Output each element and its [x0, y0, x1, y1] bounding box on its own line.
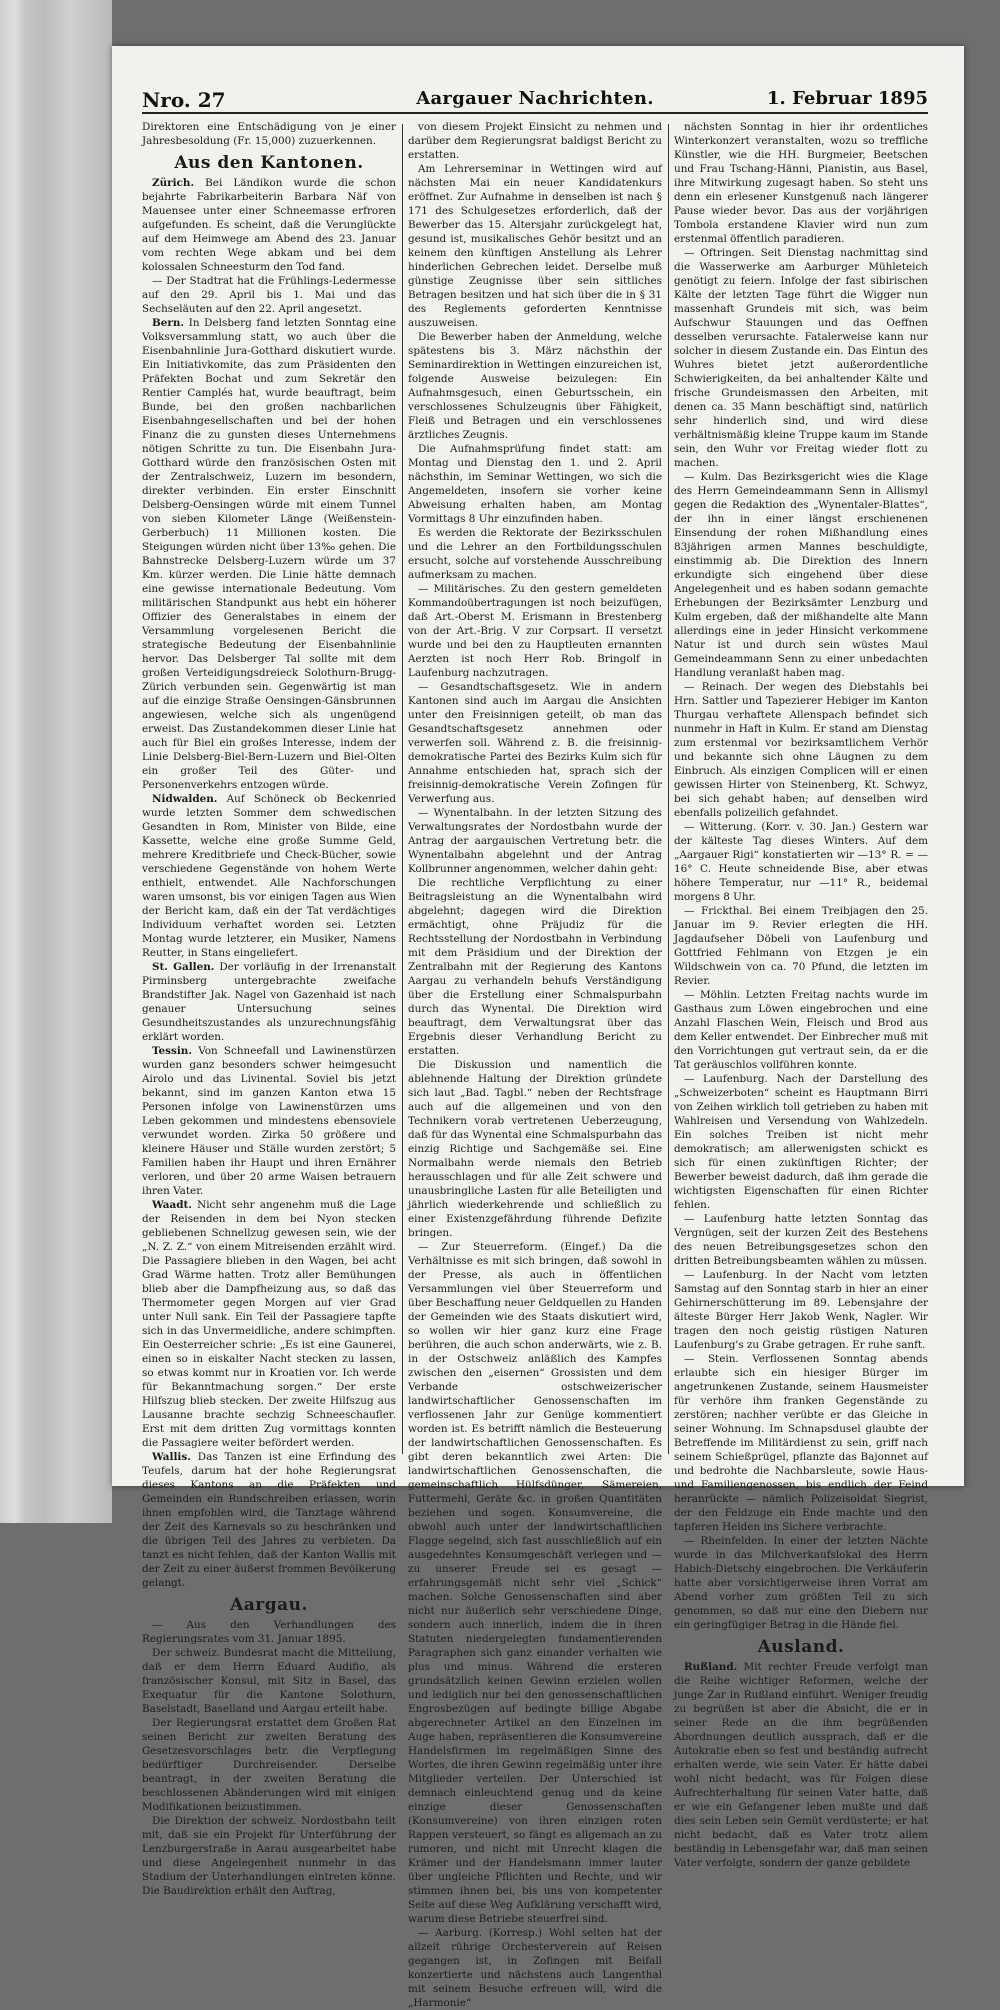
- article-paragraph: — Aarburg. (Korresp.) Wohl selten hat der allzeit rührige Orchesterverein auf Reisen gegangen ist, in Zofingen mit Beifall konzertierte und nächstens auch Langenthal mit seinem Besuche erfreuen will, wird die „Harmonie“: [408, 1927, 662, 2009]
- article-paragraph: Die Aufnahmsprüfung findet statt: am Montag und Dienstag den 1. und 2. April nächsthin, im Seminar Wettingen, wo sich die Angemeldeten, insofern sie vorher keine Abweisung erhalten haben, am Montag Vormittags 8 Uhr einzufinden haben.: [408, 443, 662, 525]
- article-paragraph: — Laufenburg. Nach der Darstellung des „Schweizerboten“ scheint es Hauptmann Birri von Zeihen wirklich toll getrieben zu haben mit Wahlreisen und Versendung von Wahlzedeln. Ein solches Treiben ist nicht mehr demokratisch; am allerwenigsten schickt es sich für einen zukünftigen Richter; der Bewerber beweist dadurch, daß ihm gerade die wichtigsten Eigenschaften für einen Richter fehlen.: [674, 1073, 928, 1211]
- column-3-articles: [674, 120, 928, 1632]
- section-heading-ausland: Ausland.: [757, 1637, 845, 1657]
- place-label: Bern.: [152, 317, 185, 329]
- columns: [142, 120, 928, 2009]
- section-heading-aargau: Aargau.: [230, 1595, 308, 1615]
- column-3: [674, 120, 928, 1869]
- article-text: Auf Schöneck ob Beckenried wurde letzten Sommer dem schwedischen Gesandten in Rom, Minister von Bilde, eine Kassette, welche eine große Summe Geld, mehrere Kreditbriefe und Check-Bücher, sowie verschiedene Gegenstände von hohem Werte enthielt, entwendet. Alle Nachforschungen waren umsonst, bis vor einigen Tagen aus Wien der Bericht kam, daß ein der Tat verdächtiges Individuum verhaftet worden sei. Letzten Montag wurde letzterer, ein Musiker, Namens Reutter, in Stans eingeliefert.: [142, 793, 396, 959]
- article-paragraph: Die Direktion der schweiz. Nordostbahn teilt mit, daß sie ein Projekt für Unterführung der Lenzburgerstraße in Aarau ausgearbeitet habe und diese Angelegenheit nunmehr in das Stadium der Unterhandlungen eintreten könne. Die Baudirektion erhält den Auftrag,: [142, 1815, 396, 1897]
- issue-date: 1. Februar 1895: [767, 88, 928, 109]
- article-paragraph: [142, 176, 396, 274]
- article-paragraph: Die Diskussion und namentlich die ablehnende Haltung der Direktion gründete sich laut „Bad. Tagbl.“ neben der Rechtsfrage auch auf die allgemeinen und von den Technikern vorab vertretenen Ueberzeugung, daß für das Wynental eine Schmalspurbahn das einzig Richtige und Sachgemäße sei. Eine Normalbahn werde niemals den Betrieb herausschlagen und für alle Zeit schwere und unausbringliche Lasten für alle Beteiligten und jährlich wiederkehrende und schließlich zu einer Existenzgefährdung führende Defizite bringen.: [408, 1059, 662, 1239]
- article-paragraph: nächsten Sonntag in hier ihr ordentliches Winterkonzert veranstalten, wozu so treffliche Künstler, wie die HH. Burgmeier, Beetschen und Frau Tschang-Hänni, Pianistin, aus Basel, ihre Mitwirkung zugesagt haben. So steht uns denn ein erlesener Kunstgenuß nach längerer Pause wieder bevor. Das aus der vorjährigen Tombola erstandene Klavier wird nun zum erstenmal öffentlich paradieren.: [674, 121, 928, 245]
- article-text: Von Schneefall und Lawinenstürzen wurden ganz besonders schwer heimgesucht Airolo und das Livinental. Soviel bis jetzt bekannt, sind im ganzen Kanton etwa 15 Personen infolge von Lawinenstürzen ums Leben gekommen und mindestens ebensoviele verwundet worden. Zirka 50 größere und kleinere Häuser und Ställe wurden zerstört; 5 Familien haben ihr Haupt und ihren Ernährer verloren, und über 20 arme Waisen betrauern ihren Vater.: [142, 1045, 396, 1197]
- article-paragraph: — Oftringen. Seit Dienstag nachmittag sind die Wasserwerke am Aarburger Mühleteich genötigt zu feiern. Infolge der fast sibirischen Kälte der letzten Tage führt die Wigger nun massenhaft Grundeis mit sich, was beim Aufschwur Stauungen und das Oeffnen desselben verursachte. Fatalerweise kann nur solcher in diesem Zustande ein. Das Eintun des Wuhres bietet jetzt außerordentliche Schwierigkeiten, da bei anhaltender Kälte und frische Grundeismassen den Arbeiten, mit denen ca. 35 Mann beschäftigt sind, natürlich sehr hinderlich sind, und wird diese verhältnismäßig kleine Truppe kaum im Stande sein, den Wuhr vor Freitag wieder flott zu machen.: [674, 247, 928, 469]
- article-paragraph: [142, 316, 396, 792]
- place-label: Nidwalden.: [152, 793, 218, 805]
- article-paragraph: — Militärisches. Zu den gestern gemeldeten Kommandoübertragungen ist noch beizufügen, daß Art.-Oberst M. Erismann in Brestenberg von der Art.-Brig. V zur Corpsart. II versetzt wurde und bei den zu Hauptleuten ernannten Aerzten ist noch Herr Rob. Bringolf in Laufenburg nachzutragen.: [408, 583, 662, 679]
- column-rule: [668, 124, 669, 1454]
- issue-number: Nro. 27: [142, 88, 226, 112]
- column-rule: [402, 124, 403, 1454]
- article-paragraph: Die rechtliche Verpflichtung zu einer Beitragsleistung an die Wynentalbahn wird abgelehnt; dagegen wird die Direktion ermächtigt, ohne Präjudiz für die Rechtsstellung der Nordostbahn in Verbindung mit dem Präsidium und der Direktion der Zentralbahn mit der Regierung des Kantons Aargau zu verhandeln behufs Verständigung über die Erstellung einer Schmalspurbahn durch das Wynental. Die Direktion wird beauftragt, dem Verwaltungsrat über das Ergebnis dieser Verhandlung Bericht zu erstatten.: [408, 877, 662, 1057]
- place-label: Zürich.: [152, 177, 195, 189]
- article-paragraph: — Zur Steuerreform. (Eingef.) Da die Verhältnisse es mit sich bringen, daß sowohl in der Presse, als auch in öffentlichen Versammlungen viel über Steuerreform und über Beschaffung neuer Geldquellen zu Handen der Gemeinden wie des Staats diskutiert wird, so wollen wir hier ganz kurz eine Frage berühren, die auch schon anderwärts, wie z. B. in der Ostschweiz anläßlich des Kampfes zwischen den „eisernen“ Grossisten und dem Verbande ostschweizerischer landwirtschaftlicher Genossenschaften im verflossenen Jahr zur Genüge kommentiert worden ist. Es betrifft nämlich die Besteuerung der landwirtschaftlichen Genossenschaften. Es gibt deren bekanntlich zwei Arten: Die landwirtschaftlichen Genossenschaften, die gemeinschaftlich Hülfsdünger, Sämereien, Futtermehl, Geräte &c. in großen Quantitäten beziehen und sogen. Konsumvereine, die obwohl auch unter der landwirtschaftlichen Flagge segelnd, sich fast ausschließlich auf ein ausgedehntes Konsumgeschäft verlegen und — zu unserer Freude sei es gesagt — erfahrungsgemäß nicht sehr viel „Schick“ machen. Solche Genossenschaften sind aber nicht nur äußerlich sehr verschiedene Dinge, sondern auch innerlich, indem die in ihren Statuten niedergelegten fundamentierenden Paragraphen sich ganz einander verhalten wie plus und minus. Während die ersteren grundsätzlich keinen Gewinn erzielen wollen und lediglich nur bei den genossenschaftlichen Engrosbezügen auf bedingte billige Abgabe abgerechneter Artikel an den Einzelnen im Auge haben, repräsentieren die Konsumvereine Handelsfirmen im regelmäßigen Sinne des Wortes, die ihren Gewinn regelmäßig unter ihre Mitglieder verteilen. Der Unterschied ist demnach einleuchtend genug und da keine einzige dieser Genossenschaften (Konsumvereine) von ihren einzigen roten Rappen versteuert, so fängt es allgemach an zu rumoren, und nicht mit Unrecht klagen die Krämer und der Handelsmann immer lauter über ungleiche Pflichten und Rechte, und wir stimmen ihnen bei, bis uns von kompetenter Seite auf diese Weg Aufklärung verschafft wird, warum diese Betriebe steuerfrei sind.: [408, 1241, 662, 1925]
- article-text: Das Tanzen ist eine Erfindung des Teufels, darum hat der hohe Regierungsrat dieses Kantons an die Präfekten und Gemeinden ein Rundschreiben erlassen, worin ihnen empfohlen wird, die Tanztage während der Zeit des Karnevals so zu beschränken und die übrigen Teil des Jahres zu verbieten. Da tanzt es nicht fehlen, daß der Kanton Wallis mit der Zeit zu einer äußerst frommen Bevölkerung gelangt.: [142, 1451, 396, 1589]
- article-paragraph: von diesem Projekt Einsicht zu nehmen und darüber dem Regierungsrat baldigst Bericht zu erstatten.: [408, 121, 662, 161]
- place-label: St. Gallen.: [152, 961, 215, 973]
- article-text: In Delsberg fand letzten Sonntag eine Volksversammlung statt, wo auch über die Eisenbahnlinie Jura-Gotthard diskutiert wurde. Ein Initiativkomite, das zum Präsidenten den Präfekten Bochat und zum Sekretär den Rentier Camplés hat, wurde beauftragt, beim Bunde, bei den großen nachbarlichen Eisenbahngesellschaften und bei der hohen Finanz die zu gunsten dieses Unternehmens nötigen Schritte zu tun. Die Eisenbahn Jura-Gotthard würde den französischen Osten mit der Zentralschweiz, Luzern im besondern, direkter verbinden. Ein erster Einschnitt Delsberg-Oensingen würde mit einem Tunnel von sieben Kilometer Länge (Weißenstein-Gerberbuch) 11 Millionen kosten. Die Steigungen würden nicht über 13‰ gehen. Die Bahnstrecke Delsberg-Luzern würde um 37 Km. kürzer werden. Die Linie hätte demnach eine gewisse internationale Bedeutung. Vom militärischen Standpunkt aus hebt ein höherer Offizier des Generalstabes in einem der Versammlung vorgelesenen Bericht die strategische Bedeutung der Eisenbahnlinie hervor. Das Delsberger Tal sollte mit dem großen Verteidigungsdreieck Solothurn-Brugg-Zürich verbunden sein. Gegenwärtig ist man auf die einzige Straße Oensingen-Gänsbrunnen angewiesen, welche sich als ungenügend erweist. Das Zustandekommen dieser Linie hat auch für Biel ein großes Interesse, indem der Linie Delsberg-Biel-Bern-Luzern und Biel-Olten ein großer Teil des Güter- und Personenverkehrs entzogen würde.: [142, 317, 396, 791]
- article-paragraph: [142, 1198, 396, 1450]
- article-paragraph: Es werden die Rektorate der Bezirksschulen und die Lehrer an den Fortbildungsschulen ersucht, solche auf vorstehende Ausschreibung aufmerksam zu machen.: [408, 527, 662, 581]
- article-paragraph: — Frickthal. Bei einem Treibjagen den 25. Januar im 9. Revier erlegten die HH. Jagdaufseher Döbeli von Laufenburg und Gottfried Fehlmann von Etzgen je ein Wildschwein von ca. 70 Pfund, die letzten im Revier.: [674, 905, 928, 987]
- article-paragraph: Der Regierungsrat erstattet dem Großen Rat seinen Bericht zur zweiten Beratung des Gesetzesvorschlages betr. die Verpflegung bedürftiger Durchreisender. Derselbe beantragt, in der zweiten Beratung die beschlossenen Abänderungen wird mit einigen Modifikationen beizustimmen.: [142, 1717, 396, 1813]
- article-paragraph: — Laufenburg. In der Nacht vom letzten Samstag auf den Sonntag starb in hier an einer Gehirnerschütterung im 89. Lebensjahre der älteste Bürger Herr Jakob Wenk, Nagler. Wir tragen den noch geistig rüstigen Naturen Laufenburg's zu Grabe getragen. Er ruhe sanft.: [674, 1269, 928, 1351]
- newspaper-page: [112, 46, 964, 2009]
- ausland-articles: [674, 1660, 928, 1870]
- article-paragraph: — Gesandtschaftsgesetz. Wie in andern Kantonen sind auch im Aargau die Ansichten unter den Freisinnigen geteilt, ob man das Gesandtschaftsgesetz annehmen oder verwerfen soll. Während z. B. die freisinnig-demokratische Partei des Bezirks Kulm sich für Annahme entschieden hat, sprach sich der freisinnig-demokratische Verein Zofingen für Verwerfung aus.: [408, 681, 662, 805]
- article-paragraph: — Reinach. Der wegen des Diebstahls bei Hrn. Sattler und Tapezierer Hebiger im Kanton Thurgau verhaftete Allenspach befindet sich nunmehr in Haft in Kulm. Er stand am Dienstag zum erstenmal vor bezirksamtlichem Verhör und bekannte sich ohne Läugnen zu dem Einbruch. Als einzigen Complicen will er einen gewissen Hirter von Steinenberg, Kt. Schwyz, bei sich gehabt haben; auf denselben wird ebenfalls polizeilich gefahndet.: [674, 681, 928, 819]
- place-label: Waadt.: [152, 1199, 192, 1211]
- kantonen-articles: [142, 176, 396, 1590]
- article-paragraph: [142, 1044, 396, 1198]
- article-text: — Der Stadtrat hat die Frühlings-Ledermesse auf den 29. April bis 1. Mai und das Sechseläuten auf den 22. April angesetzt.: [142, 275, 396, 315]
- article-paragraph: [674, 1660, 928, 1870]
- article-paragraph: — Laufenburg hatte letzten Sonntag das Vergnügen, seit der kurzen Zeit des Bestehens des neuen Betreibungsgesetzes schon den dritten Betreibungsbeamten wählen zu müssen.: [674, 1213, 928, 1267]
- article-paragraph: Der schweiz. Bundesrat macht die Mitteilung, daß er dem Herrn Eduard Audifio, als französischer Konsul, mit Sitz in Basel, das Exequatur für die Kantone Solothurn, Baselstadt, Baselland und Aargau erteilt habe.: [142, 1647, 396, 1715]
- article-paragraph: [142, 792, 396, 960]
- book-edge: [0, 0, 112, 1523]
- aargau-articles: [142, 1618, 396, 1898]
- column-1: [142, 120, 396, 1897]
- article-text: Mit rechter Freude verfolgt man die Reihe wichtiger Reformen, welche der junge Zar in Rußland einführt. Weniger freudig zu begrüßen ist aber die Absicht, die er in seiner Rede an die ihm begrüßenden Abordnungen deutlich aussprach, daß er die Autokratie eben so fest und beständig aufrecht erhalten werde, wie sein Vater. Er hätte dabei wohl nicht bedacht, was für Folgen diese Aufrechterhaltung für seinen Vater hatte, daß er wie ein Gefangener leben mußte und daß dies sein Leben sein Gemüt verdüsterte; er hat nicht bedacht, daß es Vater trotz allem beständig in Lebensgefahr war, daß man seinen Vater verfolgte, sondern der ganze gebildete: [674, 1661, 928, 1869]
- article-paragraph: [142, 960, 396, 1044]
- place-label: Wallis.: [152, 1451, 191, 1463]
- newspaper-title: Aargauer Nachrichten.: [416, 88, 654, 109]
- place-label: Tessin.: [152, 1045, 192, 1057]
- article-paragraph: — Aus den Verhandlungen des Regierungsrates vom 31. Januar 1895.: [142, 1619, 396, 1645]
- intro-paragraph: Direktoren eine Entschädigung von je einer Jahresbesoldung (Fr. 15,000) zuzuerkennen.: [142, 121, 396, 147]
- column-2: [408, 120, 662, 2009]
- place-label: Rußland.: [684, 1661, 738, 1673]
- article-paragraph: — Stein. Verflossenen Sonntag abends erlaubte sich ein hiesiger Bürger im angetrunkenen Zustande, seinem Hausmeister für verhöre ihm franken Gegenstände zu zerstören; nachher verübte er das Gleiche in seiner Wohnung. Im Schnapsdusel glaubte der Betreffende im Militärdienst zu sein, griff nach seinem Schießprügel, pflanzte das Bajonnet auf und bedrohte die Nachbarsleute, sowie Haus- und Familiengenossen, bis endlich der Feind heranrückte — nämlich Polizeisoldat Siegrist, der den Feldzuge ein Ende machte und den tapferen Helden ins Sichere verbrachte.: [674, 1353, 928, 1533]
- article-paragraph: — Kulm. Das Bezirksgericht wies die Klage des Herrn Gemeindeammann Senn in Allismyl gegen die Redaktion des „Wynentaler-Blattes“, der ihn in einer längst erschienenen Einsendung der rohen Mißhandlung eines 83jährigen armen Mannes beschuldigte, einstimmig ab. Die Direktion des Innern erkundigte sich eingehend über diese Angelegenheit und es haben sodann gemachte Erhebungen der Bezirksämter Lenzburg und Kulm ergeben, daß der mißhandelte alte Mann allerdings eine in jeder Hinsicht verkommene Natur ist und durch sein wüstes Maul Gemeindeammann Senn zu einer unbedachten Handlung veranlaßt haben mag.: [674, 471, 928, 679]
- article-paragraph: [142, 1450, 396, 1590]
- article-paragraph: — Rheinfelden. In einer der letzten Nächte wurde in das Milchverkaufslokal des Herrn Habich-Dietschy eingebrochen. Die Verkäuferin hatte aber vorsichtigerweise ihren Vorrat am Abend vorher zum größten Teil zu sich genommen, so daß nur eine den Diebern nur ein geringfügiger Betrag in die Hände fiel.: [674, 1535, 928, 1631]
- article-paragraph: Am Lehrerseminar in Wettingen wird auf nächsten Mai ein neuer Kandidatenkurs eröffnet. Zur Aufnahme in denselben ist nach § 171 des Schulgesetzes erforderlich, daß der Bewerber das 15. Altersjahr zurückgelegt hat, gesund ist, musikalisches Gehör besitzt und an keinem den künftigen Anstellung als Lehrer hinderlichen Gebrechen leidet. Derselbe muß günstige Zeugnisse über sein sittliches Betragen besitzen und hat sich über die in § 31 des Reglements geforderten Kenntnisse auszuweisen.: [408, 163, 662, 329]
- article-paragraph: — Möhlin. Letzten Freitag nachts wurde im Gasthaus zum Löwen eingebrochen und eine Anzahl Flaschen Wein, Fleisch und Brod aus dem Keller entwendet. Der Einbrecher muß mit den Vorrichtungen gut vertraut sein, da er die Tat geräuschlos vollführen konnte.: [674, 989, 928, 1071]
- section-heading-kantonen: Aus den Kantonen.: [174, 153, 364, 173]
- article-paragraph: — Witterung. (Korr. v. 30. Jan.) Gestern war der kälteste Tag dieses Winters. Auf dem „Aargauer Rigi“ konstatierten wir —13° R. = —16° C. Heute schneidende Bise, aber etwas höhere Temperatur, nur —11° R., beidemal morgens 8 Uhr.: [674, 821, 928, 903]
- article-paragraph: Die Bewerber haben der Anmeldung, welche spätestens bis 3. März nächsthin der Seminardirektion in Wettingen einzureichen ist, folgende Ausweise beizulegen: Ein Aufnahmsgesuch, einen Geburtsschein, ein verschlossenes Schulzeugnis über Fähigkeit, Fleiß und Betragen und ein verschlossenes ärztliches Zeugnis.: [408, 331, 662, 441]
- article-text: Bei Ländikon wurde die schon bejahrte Fabrikarbeiterin Barbara Näf von Mauensee unter einer Schneemasse erfroren aufgefunden. Es scheint, daß die Verunglückte auf dem Heimwege am Abend des 23. Januar vom rechten Wege abkam und bei dem kolossalen Schneesturm den Tod fand.: [142, 177, 396, 273]
- article-paragraph: — Wynentalbahn. In der letzten Sitzung des Verwaltungsrates der Nordostbahn wurde der Antrag der aargauischen Vertretung betr. die Wynentalbahn abgelehnt und der Antrag Kollbrunner angenommen, welcher dahin geht:: [408, 807, 662, 875]
- masthead: [142, 82, 928, 114]
- article-text: Nicht sehr angenehm muß die Lage der Reisenden in dem bei Nyon stecken gebliebenen Schnellzug gewesen sein, wie der „N. Z. Z.“ von einem Mitreisenden erzählt wird. Die Passagiere blieben in den Wagen, bei acht Grad Wärme hatten. Trotz aller Bemühungen blieb aber die Dampfheizung aus, so daß das Thermometer gegen Morgen auf vier Grad unter Null sank. Ein Teil der Passagiere tapfte sich in das Unvermeidliche, andere schimpften. Ein Oesterreicher schrie: „Es ist eine Gaunerei, einen so in eiskalter Nacht stecken zu lassen, so etwas kommt nur in Kroatien vor. Ich werde für Bekanntmachung sorgen.“ Der erste Hilfszug blieb stecken. Der zweite Hilfszug aus Lausanne brachte sechzig Schneeschaufler. Erst mit dem dritten Zug vormittags konnten die Passagiere weiter befördert werden.: [142, 1199, 396, 1449]
- column-2-articles: [408, 120, 662, 2010]
- article-text: Der vorläufig in der Irrenanstalt Pirminsberg untergebrachte zweifache Brandstifter Jak. Nagel von Gazenhaid ist nach genauer Untersuchung seines Gesundheitszustandes als unzurechnungsfähig erklärt worden.: [142, 961, 396, 1043]
- article-paragraph: [142, 274, 396, 316]
